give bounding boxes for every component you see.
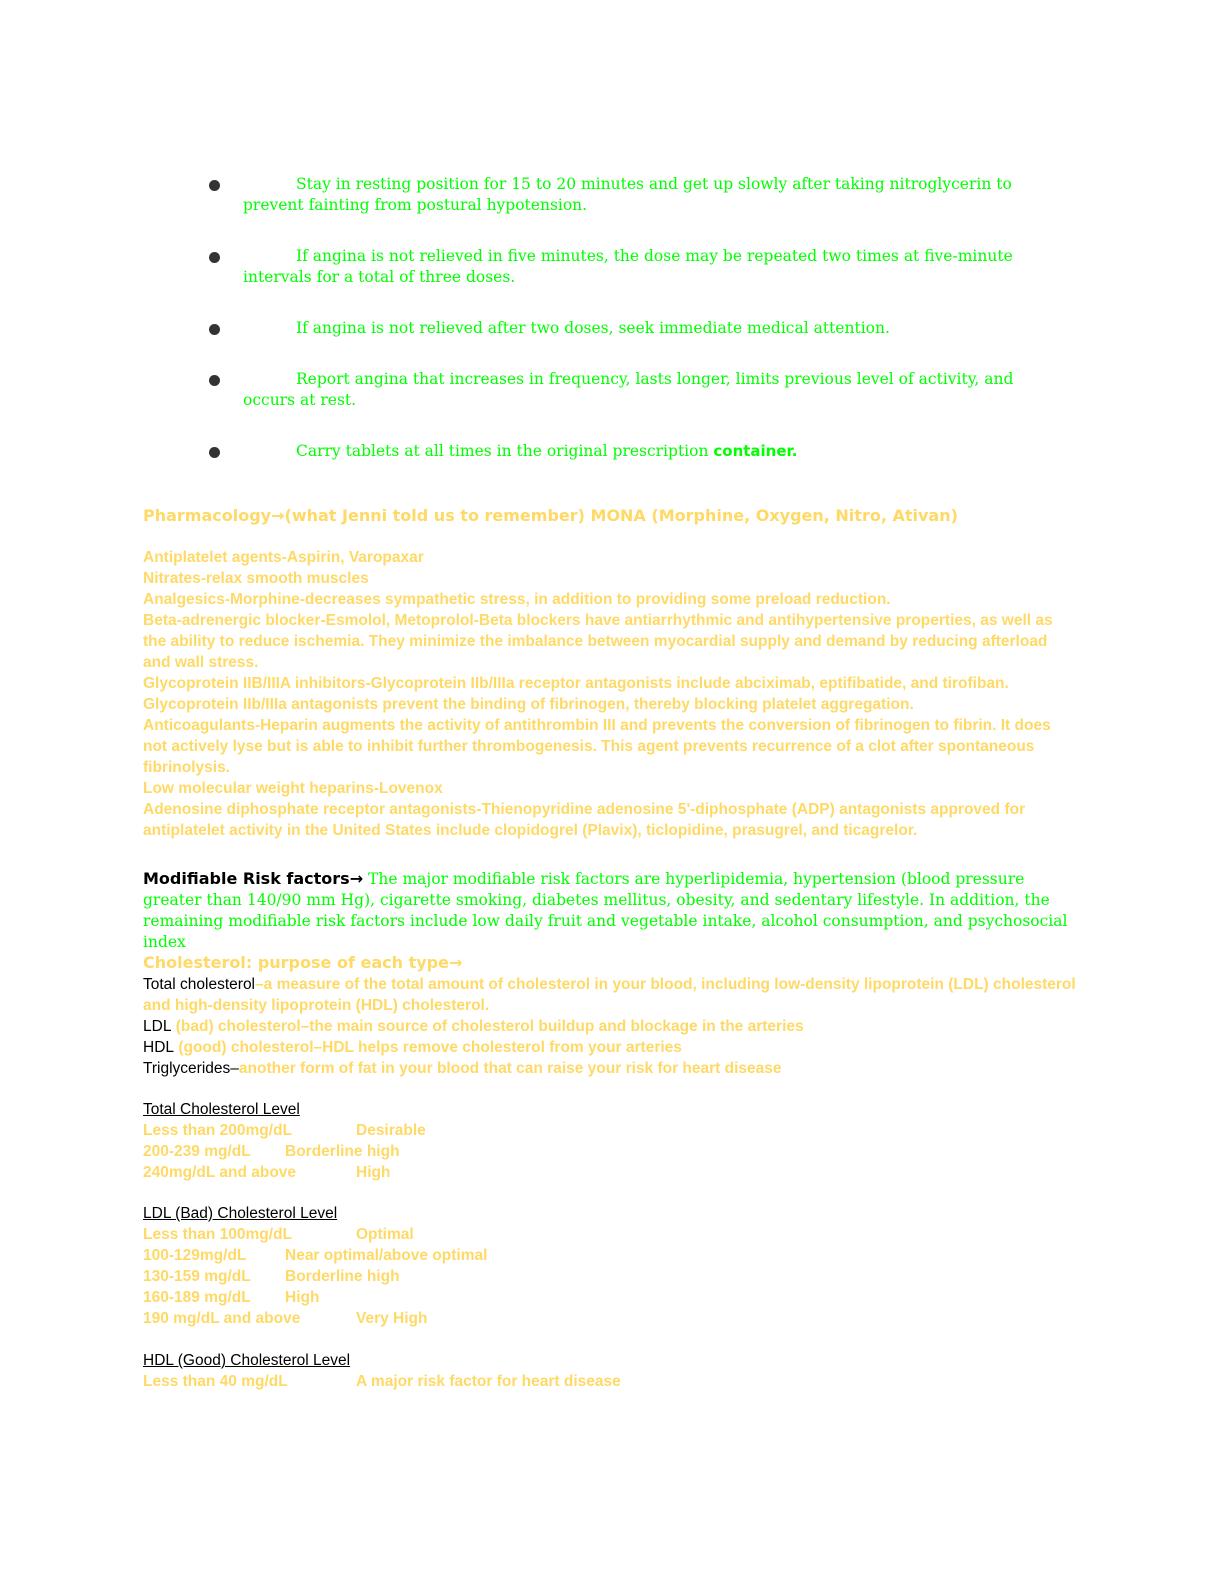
list-item-text bbox=[243, 441, 1046, 462]
bullet-dot-icon bbox=[209, 447, 220, 458]
list-item-text: If angina is not relieved in five minutes, the dose may be repeated two times at five-minute intervals for a total of three doses. bbox=[243, 247, 1013, 286]
table-row bbox=[143, 1371, 843, 1392]
cholesterol-heading: Cholesterol: purpose of each type→ bbox=[143, 953, 463, 972]
range-cell: 130-159 mg/dL bbox=[143, 1268, 251, 1285]
list-item bbox=[206, 318, 1046, 339]
pharmacology-item: Low molecular weight heparins-Lovenox bbox=[143, 780, 443, 797]
pharmacology-item: Antiplatelet agents-Aspirin, Varopaxar bbox=[143, 549, 424, 566]
pharmacology-item: Nitrates-relax smooth muscles bbox=[143, 570, 369, 587]
definition-item bbox=[143, 1016, 1078, 1037]
pharmacology-item: Anticoagulants-Heparin augments the activity of antithrombin III and prevents the conversion of fibrinogen to fibrin. It does not actively lyse but is able to inhibit further thrombogenesis. This agent prevents recurrence of a clot after spontaneous fibrinolysis. bbox=[143, 717, 1051, 776]
category-cell: Near optimal/above optimal bbox=[285, 1247, 488, 1264]
table-title: LDL (Bad) Cholesterol Level bbox=[143, 1205, 338, 1222]
list-item bbox=[206, 441, 1046, 462]
list-item bbox=[206, 174, 1046, 216]
bullet-dot-icon bbox=[209, 180, 220, 191]
definition-item bbox=[143, 974, 1078, 1016]
table-row bbox=[143, 1162, 843, 1183]
list-item-text-part: Carry tablets at all times in the original prescription bbox=[296, 442, 714, 460]
pharmacology-item: Glycoprotein IIB/IIIA inhibitors-Glycoprotein IIb/IIIa receptor antagonists include abciximab, eptifibatide, and tirofiban. Glycoprotein IIb/IIIa antagonists prevent the binding of fibrinogen, thereby blocking platelet aggregation. bbox=[143, 675, 1009, 713]
range-cell: 200-239 mg/dL bbox=[143, 1143, 251, 1160]
range-cell: Less than 40 mg/dL bbox=[143, 1373, 288, 1390]
table-row bbox=[143, 1141, 843, 1162]
list-item-text: Stay in resting position for 15 to 20 minutes and get up slowly after taking nitroglycerin to prevent fainting from postural hypotension. bbox=[243, 175, 1012, 214]
range-cell: 240mg/dL and above bbox=[143, 1164, 297, 1181]
table-title: HDL (Good) Cholesterol Level bbox=[143, 1352, 351, 1369]
definition-desc: another form of fat in your blood that can raise your risk for heart disease bbox=[238, 1060, 782, 1077]
category-cell: Desirable bbox=[356, 1122, 426, 1139]
ldl-cholesterol-table bbox=[143, 1203, 843, 1329]
list-item bbox=[206, 246, 1046, 288]
range-cell: Less than 200mg/dL bbox=[143, 1122, 293, 1139]
table-row bbox=[143, 1266, 843, 1287]
pharmacology-item: Adenosine diphosphate receptor antagonists-Thienopyridine adenosine 5'-diphosphate (ADP) antagonists approved for antiplatelet activity in the United States include clopidogrel (Plavix), ticlopidine, prasugrel, and ticagrelor. bbox=[143, 801, 1026, 839]
table-row bbox=[143, 1245, 843, 1266]
definition-term: Total cholesterol bbox=[143, 976, 256, 993]
definition-item bbox=[143, 1037, 1078, 1058]
range-cell: 100-129mg/dL bbox=[143, 1247, 247, 1264]
category-cell: Borderline high bbox=[285, 1143, 400, 1160]
bullet-dot-icon bbox=[209, 375, 220, 386]
category-cell: High bbox=[356, 1164, 391, 1181]
definition-term: HDL bbox=[143, 1039, 175, 1056]
pharmacology-item: Analgesics-Morphine-decreases sympathetic stress, in addition to providing some preload reduction. bbox=[143, 591, 891, 608]
table-row bbox=[143, 1287, 843, 1308]
table-row bbox=[143, 1120, 843, 1141]
definition-desc: (good) cholesterol–HDL helps remove cholesterol from your arteries bbox=[174, 1039, 682, 1056]
modifiable-risk-factors bbox=[143, 868, 1078, 953]
list-item-bold-text: container. bbox=[713, 442, 798, 460]
pharmacology-item: Beta-adrenergic blocker-Esmolol, Metoprolol-Beta blockers have antiarrhythmic and antihypertensive properties, as well as the ability to reduce ischemia. They minimize the imbalance between myocardial supply and demand by reducing afterload and wall stress. bbox=[143, 612, 1053, 671]
table-title: Total Cholesterol Level bbox=[143, 1101, 300, 1118]
list-item bbox=[206, 369, 1046, 411]
definition-term: Triglycerides– bbox=[143, 1060, 239, 1077]
bullet-dot-icon bbox=[209, 252, 220, 263]
range-cell: 160-189 mg/dL bbox=[143, 1289, 251, 1306]
definition-desc: (bad) cholesterol–the main source of cholesterol buildup and blockage in the arteries bbox=[171, 1018, 804, 1035]
table-row bbox=[143, 1224, 843, 1245]
cholesterol-definitions bbox=[143, 974, 1078, 1079]
definition-item bbox=[143, 1058, 1078, 1079]
category-cell: High bbox=[285, 1289, 320, 1306]
list-item-text: Report angina that increases in frequency, lasts longer, limits previous level of activity, and occurs at rest. bbox=[243, 370, 1014, 409]
list-item-text: If angina is not relieved after two doses, seek immediate medical attention. bbox=[296, 319, 890, 337]
total-cholesterol-table bbox=[143, 1099, 843, 1183]
table-row bbox=[143, 1308, 843, 1329]
nitroglycerin-instructions-list bbox=[206, 174, 1046, 462]
range-cell: 190 mg/dL and above bbox=[143, 1310, 301, 1327]
hdl-cholesterol-table bbox=[143, 1350, 843, 1392]
category-cell: Borderline high bbox=[285, 1268, 400, 1285]
risk-factors-text: The major modifiable risk factors are hyperlipidemia, hypertension (blood pressure greater than 140/90 mm Hg), cigarette smoking, diabetes mellitus, obesity, and sedentary lifestyle. In addition, the remaining modifiable risk factors include low daily fruit and vegetable intake, alcohol consumption, and psychosocial index bbox=[143, 870, 1068, 951]
category-cell: A major risk factor for heart disease bbox=[356, 1373, 621, 1390]
range-cell: Less than 100mg/dL bbox=[143, 1226, 293, 1243]
definition-desc: –a measure of the total amount of cholesterol in your blood, including low-density lipoprotein (LDL) cholesterol and high-density lipoprotein (HDL) cholesterol. bbox=[143, 976, 1076, 1014]
category-cell: Very High bbox=[356, 1310, 428, 1327]
definition-term: LDL bbox=[143, 1018, 172, 1035]
pharmacology-heading: Pharmacology→(what Jenni told us to remember) MONA (Morphine, Oxygen, Nitro, Ativan) bbox=[143, 506, 958, 525]
risk-factors-label: Modifiable Risk factors→ bbox=[143, 869, 364, 888]
pharmacology-list bbox=[143, 547, 1078, 841]
category-cell: Optimal bbox=[356, 1226, 414, 1243]
bullet-dot-icon bbox=[209, 324, 220, 335]
